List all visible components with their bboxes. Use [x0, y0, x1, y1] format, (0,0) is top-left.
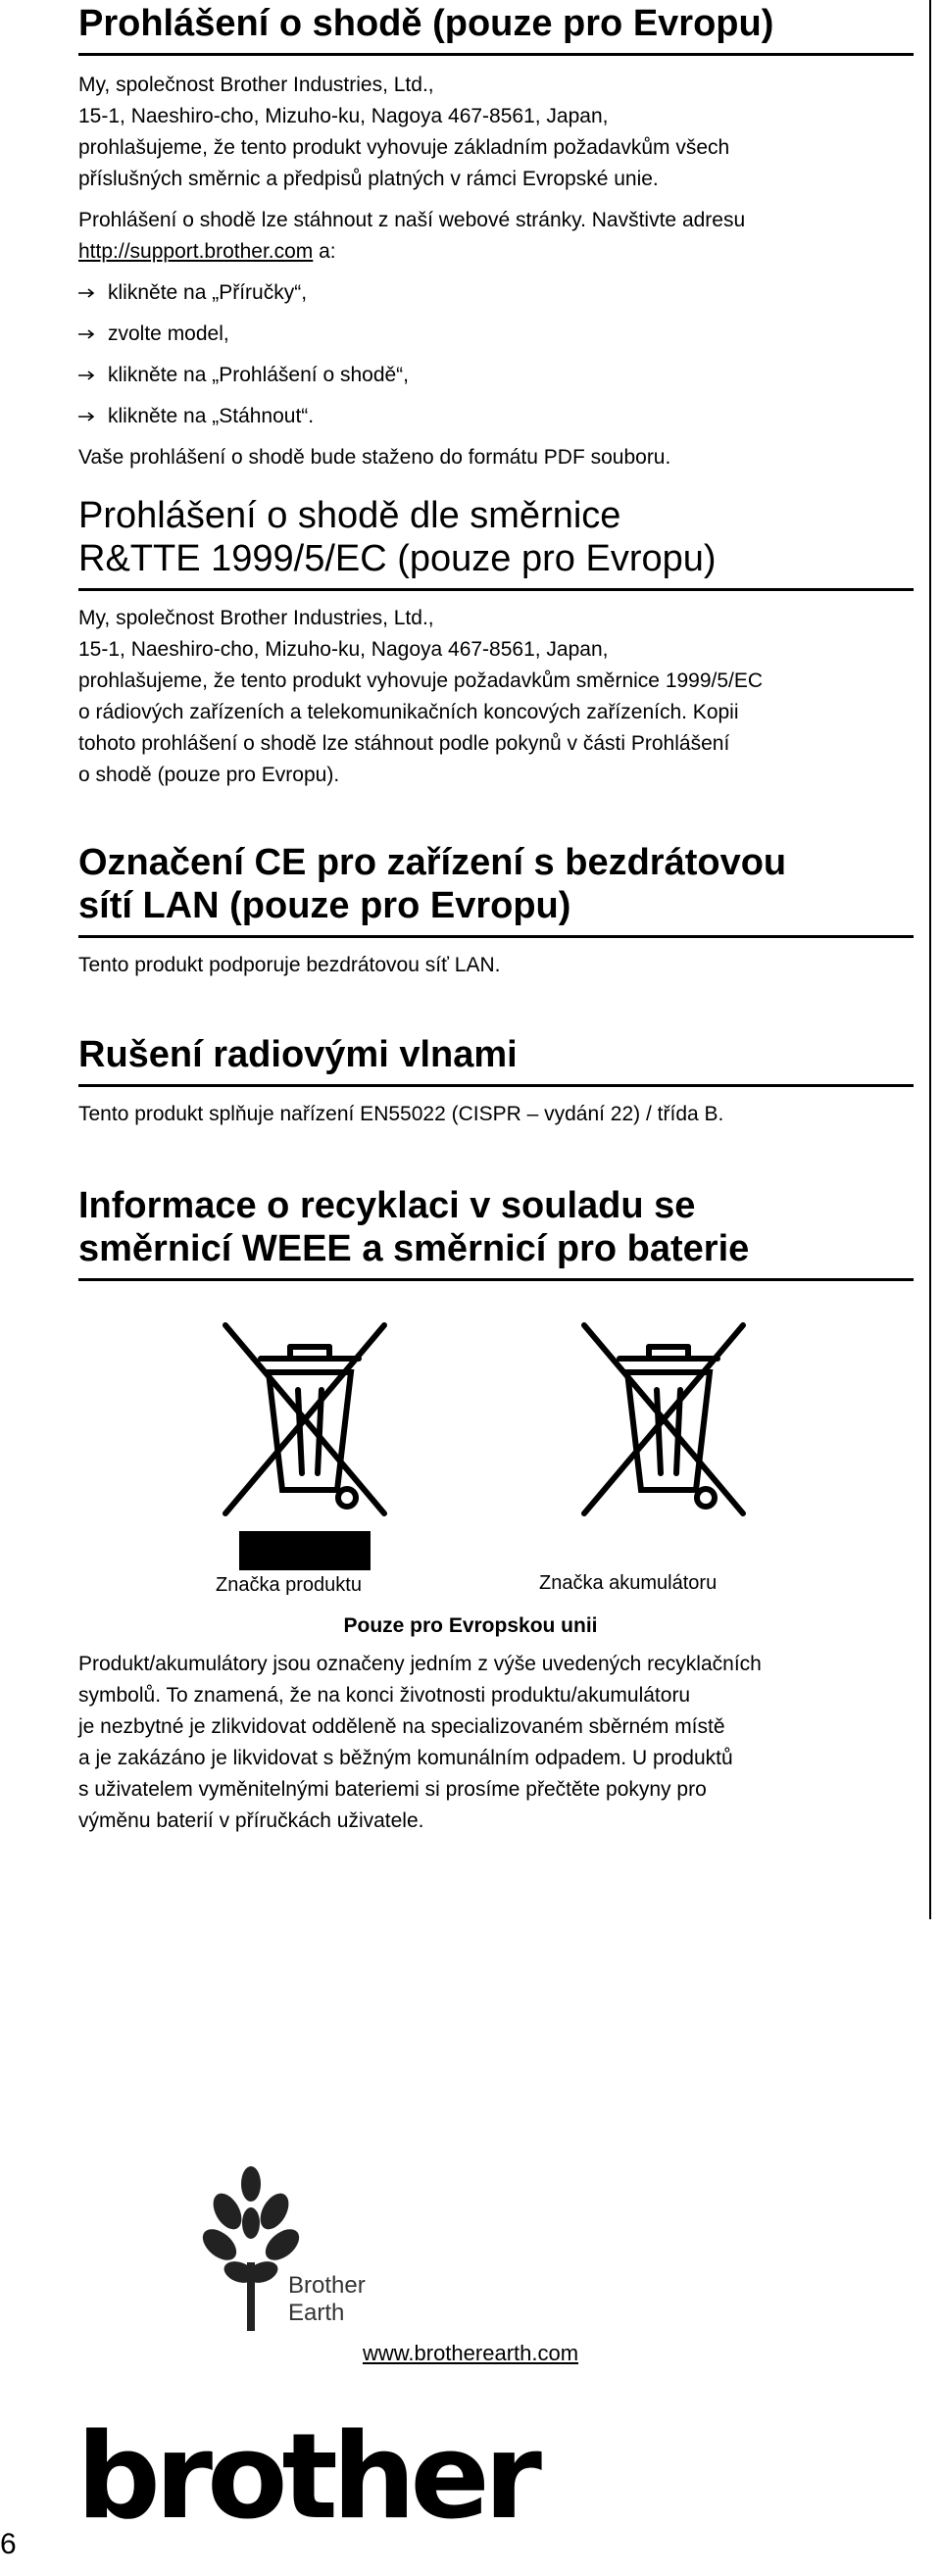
paragraph-line: o shodě (pouze pro Evropu). — [78, 764, 340, 786]
step-text: klikněte na „Prohlášení o shodě“, — [108, 364, 410, 386]
paragraph-line: tohoto prohlášení o shodě lze stáhnout podle pokynů v části Prohlášení — [78, 732, 730, 755]
support-link[interactable]: http://support.brother.com — [78, 240, 314, 263]
recycling-paragraph — [78, 1649, 914, 1837]
paragraph-line: My, společnost Brother Industries, Ltd., — [78, 74, 434, 96]
section-title: Rušení radiovými vlnami — [78, 1033, 914, 1087]
paragraph-line: 15-1, Naeshiro-cho, Mizuho-ku, Nagoya 467-8561, Japan, — [78, 638, 609, 661]
title-line: Označení CE pro zařízení s bezdrátovou — [78, 842, 787, 883]
paragraph-line: prohlašujeme, že tento produkt vyhovuje požadavkům směrnice 1999/5/EC — [78, 669, 764, 692]
paragraph-line: Tento produkt podporuje bezdrátovou síť LAN. — [78, 954, 501, 976]
title-line: R&TTE 1999/5/EC (pouze pro Evropu) — [78, 538, 717, 579]
title-line: Prohlášení o shodě dle směrnice — [78, 495, 621, 536]
caption-product-mark: Značka produktu — [216, 1574, 362, 1596]
brother-earth-line2: Earth — [288, 2300, 345, 2326]
section-rtte-declaration — [78, 494, 914, 791]
section-title — [78, 494, 914, 591]
brother-logo: brother — [76, 2409, 536, 2546]
paragraph-line: Tento produkt splňuje nařízení EN55022 (CISPR – vydání 22) / třída B. — [78, 1103, 724, 1125]
paragraph-line: Produkt/akumulátory jsou označeny jedním z výše uvedených recyklačních — [78, 1653, 762, 1675]
arrow-right-icon — [78, 411, 96, 422]
section-title: Prohlášení o shodě (pouze pro Evropu) — [78, 2, 914, 56]
section-weee-recycling — [78, 1184, 914, 1281]
eu-only-caption: Pouze pro Evropskou unii — [343, 1614, 598, 1637]
paragraph-line: příslušných směrnic a předpisů platných v rámci Evropské unie. — [78, 168, 659, 190]
step-item — [78, 360, 914, 391]
arrow-right-icon — [78, 287, 96, 299]
brother-earth-line1: Brother — [288, 2272, 366, 2299]
paragraph-line: výměnu baterií v příručkách uživatele. — [78, 1809, 424, 1832]
weee-bin-product-icon — [212, 1312, 398, 1576]
paragraph-line: prohlašujeme, že tento produkt vyhovuje základním požadavkům všech — [78, 136, 730, 159]
paragraph-line: s uživatelem vyměnitelnými bateriemi si prosíme přečtěte pokyny pro — [78, 1778, 707, 1801]
brother-earth-link[interactable]: www.brotherearth.com — [362, 2341, 579, 2365]
paragraph-line: Vaše prohlášení o shodě bude staženo do formátu PDF souboru. — [78, 446, 671, 469]
title-line: Informace o recyklaci v souladu se — [78, 1185, 696, 1226]
paragraph-line: My, společnost Brother Industries, Ltd., — [78, 607, 434, 629]
title-line: sítí LAN (pouze pro Evropu) — [78, 885, 571, 926]
paragraph-line: symbolů. To znamená, že na konci životnosti produktu/akumulátoru — [78, 1684, 691, 1707]
step-item — [78, 277, 914, 309]
paragraph-line: 15-1, Naeshiro-cho, Mizuho-ku, Nagoya 467-8561, Japan, — [78, 105, 609, 127]
paragraph-line: Prohlášení o shodě lze stáhnout z naší webové stránky. Navštivte adresu — [78, 209, 746, 231]
step-item — [78, 401, 914, 432]
page-number: 6 — [0, 2528, 17, 2560]
step-text: zvolte model, — [108, 322, 229, 345]
section-declaration-of-conformity — [78, 2, 914, 473]
step-text: klikněte na „Příručky“, — [108, 281, 308, 304]
arrow-right-icon — [78, 370, 96, 381]
paragraph-line: je nezbytné je zlikvidovat odděleně na specializovaném sběrném místě — [78, 1715, 725, 1738]
section-radio-interference — [78, 1033, 914, 1130]
title-line: směrnicí WEEE a směrnicí pro baterie — [78, 1228, 750, 1269]
caption-battery-mark: Značka akumulátoru — [539, 1572, 718, 1594]
weee-bin-battery-icon — [570, 1312, 757, 1527]
paragraph-line: o rádiových zařízeních a telekomunikačních koncových zařízeních. Kopii — [78, 701, 739, 723]
section-title — [78, 1184, 914, 1281]
arrow-right-icon — [78, 328, 96, 340]
step-item — [78, 319, 914, 350]
section-ce-wlan — [78, 841, 914, 981]
download-url-line — [78, 236, 914, 268]
paragraph-line: a je zakázáno je likvidovat s běžným komunálním odpadem. U produktů — [78, 1747, 733, 1769]
section-title — [78, 841, 914, 938]
link-suffix: a: — [313, 240, 336, 263]
step-text: klikněte na „Stáhnout“. — [108, 405, 315, 427]
